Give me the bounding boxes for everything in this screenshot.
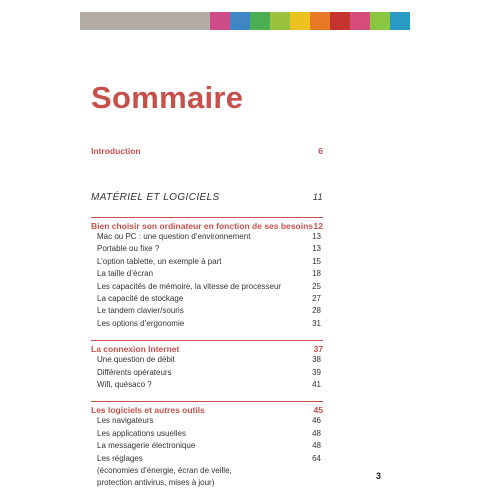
toc-part-heading (91, 192, 323, 203)
toc-item-note: (économies d’énergie, écran de veille, (97, 466, 232, 476)
toc-item (91, 305, 323, 317)
toc-item-label: Wifi, quésaco ? (97, 380, 152, 390)
toc-item-page: 38 (312, 355, 321, 365)
toc-item (91, 281, 323, 293)
page-title: Sommaire (91, 80, 244, 115)
toc-item-label: Les options d’ergonomie (97, 318, 185, 328)
toc-section-page: 37 (313, 344, 323, 355)
toc-item (91, 415, 323, 427)
toc-item-label: Portable ou fixe ? (97, 244, 160, 254)
toc-item-label: Les applications usuelles (97, 428, 186, 438)
toc-item-label: Les capacités de mémoire, la vitesse de processeur (97, 281, 282, 291)
toc-item-label: Mac ou PC : une question d’environnement (97, 232, 251, 241)
banner-swatch (310, 12, 330, 30)
toc-item-label: Les réglages (97, 453, 143, 463)
toc-item-page: 28 (312, 306, 321, 316)
toc-item-note: protection antivirus, mises à jour) (97, 477, 215, 487)
toc-item (91, 453, 323, 465)
table-of-contents (91, 146, 323, 488)
toc-item-label: Le tandem clavier/souris (97, 306, 184, 316)
toc-item-label: La capacité de stockage (97, 294, 184, 304)
banner-gray-block (80, 12, 210, 30)
banner-swatch (290, 12, 310, 30)
banner-swatch (390, 12, 410, 30)
toc-section (91, 401, 323, 415)
banner-swatch (270, 12, 290, 30)
toc-item-page: 25 (312, 281, 321, 291)
banner-swatch (230, 12, 250, 30)
toc-part-label: MATÉRIEL ET LOGICIELS (91, 192, 220, 203)
toc-item (91, 318, 323, 330)
toc-item-page: 15 (312, 256, 321, 266)
toc-item-page: 41 (312, 380, 321, 390)
toc-item (91, 243, 323, 255)
banner-swatch (330, 12, 350, 30)
toc-item-label: Les navigateurs (97, 416, 154, 426)
toc-item-page: 13 (312, 244, 321, 254)
toc-item-label: L’option tablette, un exemple à part (97, 256, 222, 266)
toc-item (91, 379, 323, 391)
toc-item (91, 440, 323, 452)
toc-section-page: 12 (313, 221, 323, 231)
banner-swatch (370, 12, 390, 30)
banner-swatch (350, 12, 370, 30)
toc-item-page: 27 (312, 294, 321, 304)
toc-section-label: Bien choisir son ordinateur en fonction de ses besoins (91, 221, 313, 231)
toc-item-page: 48 (312, 428, 321, 438)
color-banner (80, 12, 410, 30)
toc-section-label: La connexion Internet (91, 344, 180, 355)
toc-item-page: 18 (312, 269, 321, 279)
toc-section-page: 45 (313, 405, 323, 416)
toc-intro-label: Introduction (91, 146, 141, 156)
toc-part-page: 11 (312, 192, 323, 202)
toc-item (91, 428, 323, 440)
toc-intro-page: 6 (318, 146, 323, 156)
toc-item-label: Une question de débit (97, 355, 175, 365)
toc-item (91, 293, 323, 305)
toc-item-page: 13 (312, 232, 321, 241)
toc-item-label: La messagerie électronique (97, 441, 196, 451)
toc-item (91, 231, 323, 243)
toc-intro (91, 146, 323, 156)
banner-swatch (210, 12, 230, 30)
toc-item-label: Différents opérateurs (97, 367, 172, 377)
page-number: 3 (376, 471, 382, 481)
toc-item-page: 48 (312, 441, 321, 451)
toc-item-page: 46 (312, 416, 321, 426)
toc-item-page: 31 (312, 318, 321, 328)
toc-item (91, 354, 323, 366)
toc-section-label: Les logiciels et autres outils (91, 405, 205, 416)
toc-item (91, 256, 323, 268)
toc-item (91, 367, 323, 379)
toc-item-page: 64 (312, 453, 321, 463)
toc-item-label: La taille d’écran (97, 269, 154, 279)
toc-item-page: 39 (312, 367, 321, 377)
toc-section (91, 340, 323, 354)
toc-section (91, 217, 323, 231)
banner-swatch (250, 12, 270, 30)
toc-item (91, 268, 323, 280)
